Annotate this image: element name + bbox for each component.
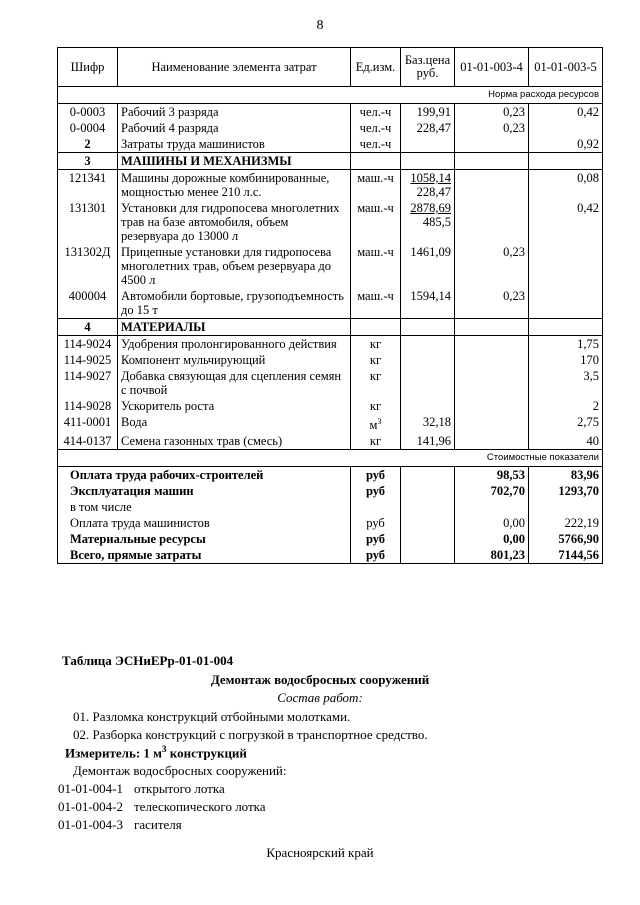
- row-value-4: 0,23: [455, 104, 529, 121]
- row-value-4: [455, 398, 529, 414]
- summary-value-4: 801,23: [455, 547, 529, 564]
- table-row: [58, 200, 603, 244]
- summary-value-5: 5766,90: [529, 531, 603, 547]
- table-row: [58, 368, 603, 398]
- row-value-5: [529, 319, 603, 336]
- row-value-4: [455, 414, 529, 433]
- item-name-3: гасителя: [134, 817, 182, 832]
- row-code: 114-9024: [58, 336, 118, 353]
- header-unit: Ед.изм.: [351, 48, 401, 87]
- row-price: [401, 288, 455, 319]
- price-text-2: 485,5: [422, 215, 451, 229]
- row-value-5: 2,75: [529, 414, 603, 433]
- row-code: 121341: [58, 170, 118, 201]
- summary-name: Эксплуатация машин: [58, 483, 351, 499]
- row-code: 114-9027: [58, 368, 118, 398]
- table-title: Таблица ЭСНиЕРр-01-01-004: [62, 653, 234, 668]
- row-value-4: [455, 336, 529, 353]
- row-price: [401, 368, 455, 398]
- row-unit: [351, 336, 401, 353]
- row-name: Удобрения пролонгированного действия: [118, 336, 351, 353]
- unit-text: кг: [369, 369, 382, 383]
- row-name: Вода: [118, 414, 351, 433]
- cost-label-row: [58, 450, 603, 467]
- unit-text: чел.-ч: [359, 105, 392, 119]
- row-value-4: [455, 433, 529, 450]
- summary-value-4: 702,70: [455, 483, 529, 499]
- summary-name: Оплата труда рабочих-строителей: [58, 467, 351, 484]
- row-name: МАШИНЫ И МЕХАНИЗМЫ: [118, 153, 351, 170]
- row-code: 0-0004: [58, 120, 118, 136]
- row-unit: [351, 433, 401, 450]
- table-row: [58, 288, 603, 319]
- unit-text: чел.-ч: [359, 121, 392, 135]
- table-row: [58, 104, 603, 121]
- price-text: 199,91: [416, 105, 451, 119]
- row-price: [401, 398, 455, 414]
- row-price: [401, 414, 455, 433]
- summary-unit: руб: [351, 515, 401, 531]
- row-code: 4: [58, 319, 118, 336]
- row-name: Прицепные установки для гидропосева многолетних трав, объем резервуара до 4500 л: [118, 244, 351, 288]
- row-value-5: 0,92: [529, 136, 603, 153]
- summary-row: [58, 547, 603, 564]
- summary-price: [401, 515, 455, 531]
- unit-text: маш.-ч: [357, 245, 394, 259]
- row-price: [401, 336, 455, 353]
- row-unit: [351, 368, 401, 398]
- unit-text: кг: [369, 337, 382, 351]
- row-code: 114-9028: [58, 398, 118, 414]
- header-code: Шифр: [58, 48, 118, 87]
- row-name: Автомобили бортовые, грузоподъемность до 15 т: [118, 288, 351, 319]
- row-name: Ускоритель роста: [118, 398, 351, 414]
- row-name: Рабочий 4 разряда: [118, 120, 351, 136]
- row-code: 131301: [58, 200, 118, 244]
- row-code: 414-0137: [58, 433, 118, 450]
- work-item-2: 02. Разборка конструкций с погрузкой в транспортное средство.: [73, 727, 428, 742]
- row-price: [401, 104, 455, 121]
- summary-value-4: 0,00: [455, 531, 529, 547]
- row-value-5: 1,75: [529, 336, 603, 353]
- table-row: [58, 153, 603, 170]
- summary-unit: [351, 499, 401, 515]
- table-row: [58, 319, 603, 336]
- unit-sup: 3: [377, 417, 382, 426]
- row-price: [401, 352, 455, 368]
- row-value-4: [455, 153, 529, 170]
- price-text: 1594,14: [410, 289, 451, 303]
- summary-price: [401, 547, 455, 564]
- row-value-4: [455, 200, 529, 244]
- row-value-4: [455, 368, 529, 398]
- price-text: 141,96: [416, 434, 451, 449]
- price-text: 32,18: [422, 415, 451, 429]
- row-value-5: 0,08: [529, 170, 603, 201]
- table-row: [58, 352, 603, 368]
- row-name: Машины дорожные комбинированные, мощностью менее 210 л.с.: [118, 170, 351, 201]
- row-unit: [351, 136, 401, 153]
- table-row: [58, 433, 603, 450]
- row-price: [401, 433, 455, 450]
- work-item-1: 01. Разломка конструкций отбойными молотками.: [73, 709, 351, 724]
- table-row: [58, 136, 603, 153]
- page-number: 8: [316, 18, 324, 33]
- unit-text: маш.-ч: [357, 289, 394, 303]
- summary-price: [401, 531, 455, 547]
- row-unit: [351, 288, 401, 319]
- row-price: [401, 244, 455, 288]
- row-value-5: [529, 120, 603, 136]
- unit-text: кг: [369, 399, 382, 413]
- summary-name: Материальные ресурсы: [58, 531, 351, 547]
- summary-value-4: [455, 499, 529, 515]
- row-code: 411-0001: [58, 414, 118, 433]
- row-code: 131302Д: [58, 244, 118, 288]
- summary-value-5: 222,19: [529, 515, 603, 531]
- summary-unit: руб: [351, 547, 401, 564]
- summary-value-5: 83,96: [529, 467, 603, 484]
- summary-value-5: 7144,56: [529, 547, 603, 564]
- item-name-1: открытого лотка: [134, 781, 225, 796]
- unit-text: чел.-ч: [359, 137, 392, 151]
- row-value-5: 0,42: [529, 104, 603, 121]
- item-name-2: телескопического лотка: [134, 799, 266, 814]
- meter-sup: 3: [162, 744, 167, 754]
- summary-unit: руб: [351, 531, 401, 547]
- summary-row: [58, 467, 603, 484]
- table-row: [58, 244, 603, 288]
- summary-row: [58, 531, 603, 547]
- unit-text: маш.-ч: [357, 201, 394, 215]
- row-unit: [351, 319, 401, 336]
- item-code-3: 01-01-004-3: [58, 817, 123, 832]
- price-text: 228,47: [416, 121, 451, 135]
- row-value-4: [455, 136, 529, 153]
- row-value-4: [455, 170, 529, 201]
- row-code: 0-0003: [58, 104, 118, 121]
- summary-row: [58, 499, 603, 515]
- row-price: [401, 170, 455, 201]
- row-price: [401, 319, 455, 336]
- table-row: [58, 170, 603, 201]
- header-col-4: 01-01-003-4: [455, 48, 529, 87]
- row-price: [401, 120, 455, 136]
- price-text-2: 228,47: [416, 185, 451, 199]
- items-intro: Демонтаж водосбросных сооружений:: [73, 763, 287, 778]
- row-code: 2: [58, 136, 118, 153]
- header-col-5: 01-01-003-5: [529, 48, 603, 87]
- row-value-5: 40: [529, 433, 603, 450]
- price-text: 1058,14: [410, 171, 451, 185]
- table-row: [58, 120, 603, 136]
- row-value-5: [529, 153, 603, 170]
- row-unit: [351, 200, 401, 244]
- summary-name: в том числе: [58, 499, 351, 515]
- norm-label: Норма расхода ресурсов: [58, 87, 603, 104]
- summary-price: [401, 483, 455, 499]
- header-name: Наименование элемента затрат: [118, 48, 351, 87]
- row-name: Компонент мульчирующий: [118, 352, 351, 368]
- row-code: 3: [58, 153, 118, 170]
- row-name: Рабочий 3 разряда: [118, 104, 351, 121]
- price-text: 2878,69: [410, 201, 451, 215]
- row-name: Затраты труда машинистов: [118, 136, 351, 153]
- unit-text: маш.-ч: [357, 171, 394, 185]
- meter-tail: конструкций: [166, 745, 247, 761]
- row-value-5: [529, 244, 603, 288]
- row-unit: [351, 352, 401, 368]
- item-code-2: 01-01-004-2: [58, 799, 123, 814]
- table-body: [58, 87, 603, 450]
- summary-value-4: 0,00: [455, 515, 529, 531]
- price-text: 1461,09: [410, 245, 451, 259]
- row-name: Семена газонных трав (смесь): [118, 433, 351, 450]
- row-unit: [351, 170, 401, 201]
- table-row: [58, 414, 603, 433]
- unit-text: кг: [369, 434, 382, 449]
- row-unit: [351, 120, 401, 136]
- row-value-4: [455, 319, 529, 336]
- summary-row: [58, 483, 603, 499]
- row-unit: [351, 398, 401, 414]
- row-value-5: 2: [529, 398, 603, 414]
- row-unit: [351, 414, 401, 433]
- resource-table: [57, 47, 603, 564]
- row-code: 400004: [58, 288, 118, 319]
- row-value-5: [529, 288, 603, 319]
- row-unit: [351, 104, 401, 121]
- summary-value-5: [529, 499, 603, 515]
- row-unit: [351, 153, 401, 170]
- row-unit: [351, 244, 401, 288]
- row-name: Добавка связующая для сцепления семян с почвой: [118, 368, 351, 398]
- header-price: Баз.цена руб.: [401, 48, 455, 87]
- summary-unit: руб: [351, 483, 401, 499]
- summary-unit: руб: [351, 467, 401, 484]
- summary-body: [58, 450, 603, 564]
- unit-text: м: [369, 418, 378, 433]
- table-row: [58, 398, 603, 414]
- row-value-4: 0,23: [455, 120, 529, 136]
- row-name: Установки для гидропосева многолетних трав на базе автомобиля, объем резервуара до 13000 л: [118, 200, 351, 244]
- row-name: МАТЕРИАЛЫ: [118, 319, 351, 336]
- unit-text: кг: [369, 353, 382, 367]
- summary-name: Оплата труда машинистов: [58, 515, 351, 531]
- row-value-5: 0,42: [529, 200, 603, 244]
- summary-value-4: 98,53: [455, 467, 529, 484]
- item-code-1: 01-01-004-1: [58, 781, 123, 796]
- norm-label-row: [58, 87, 603, 104]
- row-price: [401, 153, 455, 170]
- summary-price: [401, 499, 455, 515]
- section-heading: Демонтаж водосбросных сооружений: [210, 672, 430, 687]
- summary-name: Всего, прямые затраты: [58, 547, 351, 564]
- row-value-4: 0,23: [455, 244, 529, 288]
- row-value-4: 0,23: [455, 288, 529, 319]
- row-price: [401, 136, 455, 153]
- row-value-5: 170: [529, 352, 603, 368]
- table-row: [58, 336, 603, 353]
- cost-label: Стоимостные показатели: [58, 450, 603, 467]
- table-header-row: [58, 48, 603, 87]
- footer-region: Красноярский край: [266, 845, 374, 860]
- meter-label: Измеритель: 1 м: [65, 745, 163, 761]
- meter-line: [65, 744, 247, 761]
- composition-label: Состав работ:: [277, 690, 363, 705]
- summary-row: [58, 515, 603, 531]
- row-code: 114-9025: [58, 352, 118, 368]
- row-price: [401, 200, 455, 244]
- row-value-5: 3,5: [529, 368, 603, 398]
- summary-value-5: 1293,70: [529, 483, 603, 499]
- summary-price: [401, 467, 455, 484]
- row-value-4: [455, 352, 529, 368]
